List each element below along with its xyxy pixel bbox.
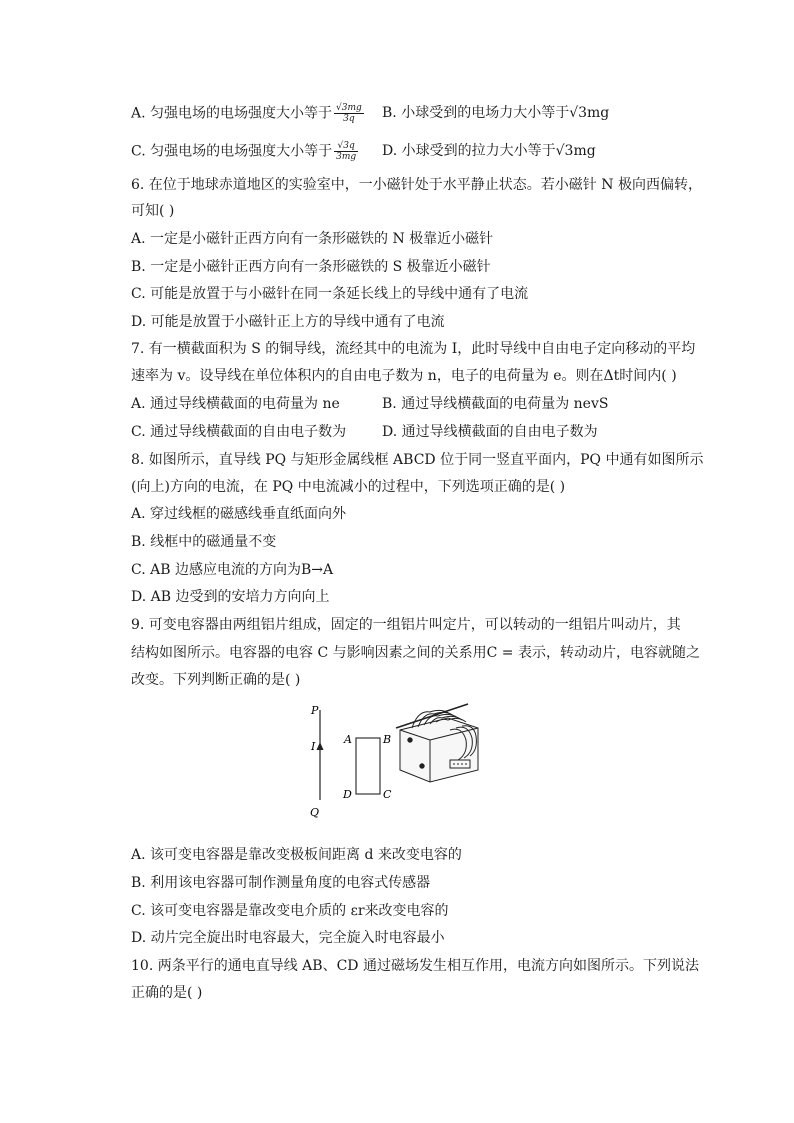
- variable-capacitor-icon: [396, 704, 478, 782]
- q7-option-b[interactable]: B. 通过导线横截面的电荷量为 nevS: [382, 396, 609, 412]
- q9-option-c[interactable]: C. 该可变电容器是靠改变电介质的 εr来改变电容的: [131, 903, 449, 919]
- label-i: I: [311, 740, 316, 753]
- q8-option-a[interactable]: A. 穿过线框的磁感线垂直纸面向外: [131, 506, 347, 522]
- q9-stem-line2: 结构如图所示。电容器的电容 C 与影响因素之间的关系用C = 表示，转动动片，电容就随之: [131, 645, 700, 661]
- q9-option-a[interactable]: A. 该可变电容器是靠改变极板间距离 d 来改变电容的: [131, 847, 462, 863]
- label-p: P: [311, 704, 319, 717]
- q5-option-c[interactable]: C. 匀强电场的电场强度大小等于 $\frac{√3q}{3mg}$: [131, 141, 357, 162]
- q6-option-d[interactable]: D. 可能是放置于小磁针正上方的导线中通有了电流: [131, 314, 445, 330]
- q6-stem-line1: 6. 在位于地球赤道地区的实验室中，一小磁针处于水平静止状态。若小磁针 N 极向西偏转，: [131, 177, 702, 193]
- q8-q9-figure: [300, 700, 500, 825]
- label-d: D: [343, 788, 352, 801]
- q8-option-d[interactable]: D. AB 边受到的安培力方向向上: [131, 589, 330, 605]
- q5-option-d[interactable]: D. 小球受到的拉力大小等于√3mg: [382, 143, 596, 159]
- q9-stem-line3: 改变。下列判断正确的是( ): [131, 672, 301, 688]
- q7-option-c[interactable]: C. 通过导线横截面的自由电子数为: [131, 424, 347, 440]
- q10-stem-line2: 正确的是( ): [131, 985, 203, 1001]
- q6-option-b[interactable]: B. 一定是小磁针正西方向有一条形磁铁的 S 极靠近小磁针: [131, 259, 491, 275]
- q5-option-a[interactable]: A. 匀强电场的电场强度大小等于 $\frac{√3mg}{3q}$: [131, 103, 362, 124]
- q6-option-c[interactable]: C. 可能是放置于与小磁针在同一条延长线上的导线中通有了电流: [131, 286, 529, 302]
- label-c: C: [383, 788, 392, 801]
- rect-abcd: [356, 738, 380, 794]
- q7-stem-line1: 7. 有一横截面积为 S 的铜导线，流经其中的电流为 I，此时导线中自由电子定向移动的平均: [131, 341, 696, 357]
- q7-stem-line2: 速率为 v。设导线在单位体积内的自由电子数为 n，电子的电荷量为 e。则在Δt时间内( ): [131, 368, 677, 384]
- q8-option-b[interactable]: B. 线框中的磁通量不变: [131, 534, 277, 550]
- label-q: Q: [310, 806, 320, 819]
- q8-stem-line2: (向上)方向的电流，在 PQ 中电流减小的过程中，下列选项正确的是( ): [131, 479, 566, 495]
- q7-option-a[interactable]: A. 通过导线横截面的电荷量为 ne: [131, 396, 340, 412]
- q9-option-b[interactable]: B. 利用该电容器可制作测量角度的电容式传感器: [131, 875, 431, 891]
- q7-option-d[interactable]: D. 通过导线横截面的自由电子数为: [382, 424, 598, 440]
- label-a: A: [344, 733, 352, 746]
- q10-stem-line1: 10. 两条平行的通电直导线 AB、CD 通过磁场发生相互作用，电流方向如图所示。下列说法: [131, 958, 699, 974]
- q9-option-d[interactable]: D. 动片完全旋出时电容最大，完全旋入时电容最小: [131, 930, 445, 946]
- label-b: B: [383, 733, 392, 746]
- q5-option-a-fraction: $\frac{√3mg}{3q}$: [336, 103, 362, 124]
- q8-option-c[interactable]: C. AB 边感应电流的方向为B→A: [131, 562, 334, 578]
- q6-stem-line2: 可知( ): [131, 203, 175, 219]
- q9-stem-line1: 9. 可变电容器由两组铝片组成，固定的一组铝片叫定片，可以转动的一组铝片叫动片，其: [131, 617, 681, 633]
- current-arrow-icon: [317, 742, 324, 750]
- q5-option-c-fraction: $\frac{√3q}{3mg}$: [336, 141, 357, 162]
- q6-option-a[interactable]: A. 一定是小磁针正西方向有一条形磁铁的 N 极靠近小磁针: [131, 231, 494, 247]
- q8-stem-line1: 8. 如图所示，直导线 PQ 与矩形金属线框 ABCD 位于同一竖直平面内，PQ 中通有如图所示: [131, 452, 704, 468]
- q5-option-b[interactable]: B. 小球受到的电场力大小等于√3mg: [382, 105, 610, 121]
